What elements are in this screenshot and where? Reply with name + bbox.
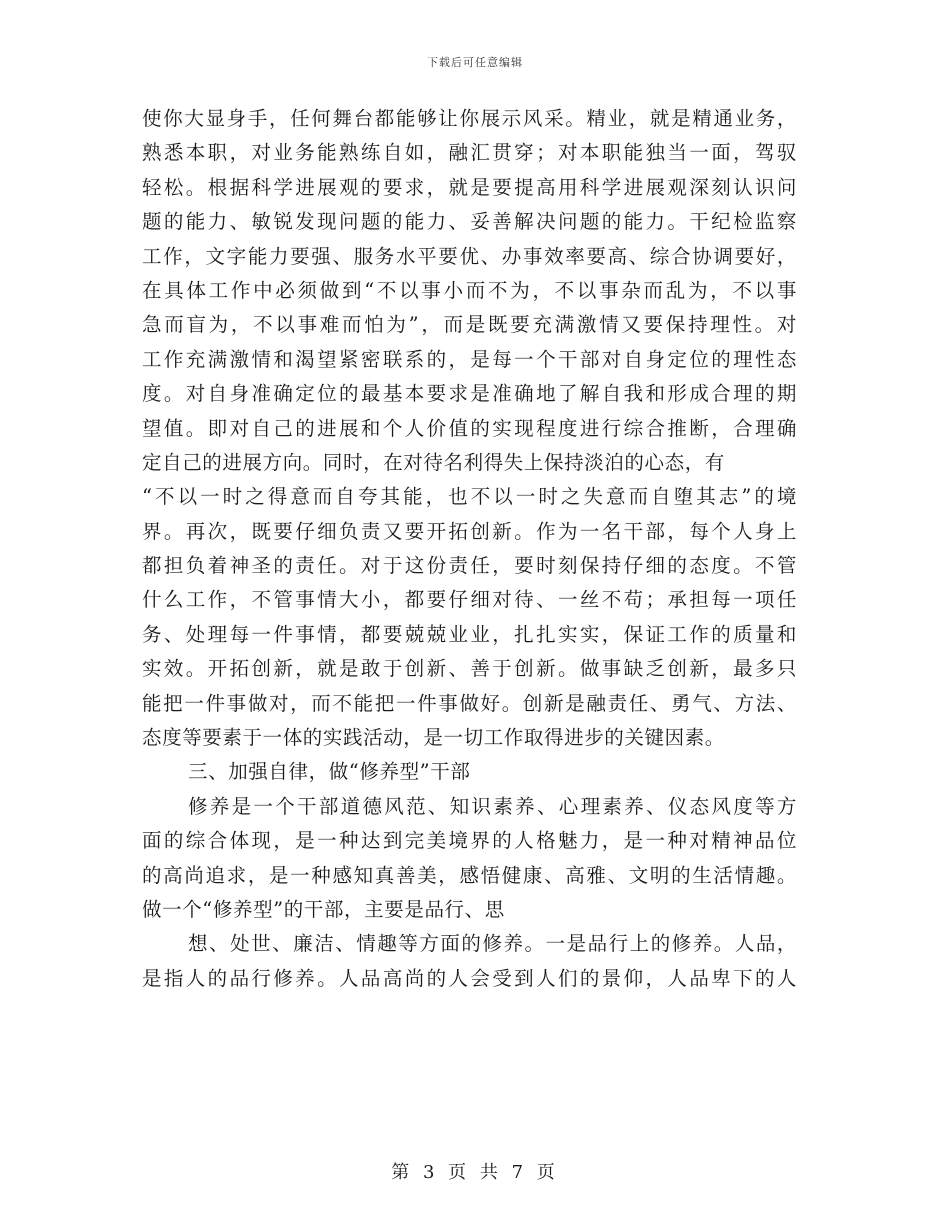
text-line: 态度等要素于一体的实践活动，是一切工作取得进步的关键因素。 xyxy=(142,726,725,750)
text-line: 熟悉本职，对业务能熟练自如，融汇贯穿；对本职能独当一面，驾驭 xyxy=(142,141,797,165)
text-line: 面的综合体现，是一种达到完美境界的人格魅力，是一种对精神品位 xyxy=(142,829,797,853)
text-line: 修养是一个干部道德风范、知识素养、心理素养、仪态风度等方 xyxy=(188,794,797,818)
text-line: 题的能力、敏锐发现问题的能力、妥善解决问题的能力。干纪检监察 xyxy=(142,210,797,234)
text-line: 做一个“修养型”的干部，主要是品行、思 xyxy=(142,897,505,921)
text-line: 的高尚追求，是一种感知真善美，感悟健康、高雅、文明的生活情趣。 xyxy=(142,863,797,887)
text-line: 是指人的品行修养。人品高尚的人会受到人们的景仰，人品卑下的人 xyxy=(142,966,797,990)
text-line: 想、处世、廉洁、情趣等方面的修养。一是品行上的修养。人品， xyxy=(188,932,797,956)
text-line: 定自己的进展方向。同时，在对待名利得失上保持淡泊的心态，有 xyxy=(142,450,725,474)
document-body xyxy=(142,102,797,996)
text-line: 工作，文字能力要强、服务水平要优、办事效率要高、综合协调要好， xyxy=(142,244,797,268)
text-line: 务、处理每一件事情，都要兢兢业业，扎扎实实，保证工作的质量和 xyxy=(142,622,797,646)
section-heading: 三、加强自律，做“修养型”干部 xyxy=(188,760,471,784)
text-line: 都担负着神圣的责任。对于这份责任，要时刻保持仔细的态度。不管 xyxy=(142,554,797,578)
text-line: “不以一时之得意而自夸其能，也不以一时之失意而自堕其志”的境 xyxy=(142,485,797,509)
text-line: 界。再次，既要仔细负责又要开拓创新。作为一名干部，每个人身上 xyxy=(142,519,797,543)
text-line: 轻松。根据科学进展观的要求，就是要提高用科学进展观深刻认识问 xyxy=(142,175,797,199)
text-line: 能把一件事做对，而不能把一件事做好。创新是融责任、勇气、方法、 xyxy=(142,691,797,715)
text-line: 望值。即对自己的进展和个人价值的实现程度进行综合推断，合理确 xyxy=(142,416,797,440)
text-line: 什么工作，不管事情大小，都要仔细对待、一丝不苟；承担每一项任 xyxy=(142,588,797,612)
text-line: 急而盲为，不以事难而怕为”，而是既要充满激情又要保持理性。对 xyxy=(142,313,797,337)
page-header-note: 下载后可任意编辑 xyxy=(427,56,523,69)
text-line: 使你大显身手，任何舞台都能够让你展示风采。精业，就是精通业务， xyxy=(142,107,797,130)
page-number: 第 3 页 共 7 页 xyxy=(391,1162,559,1183)
text-line: 在具体工作中必须做到“不以事小而不为，不以事杂而乱为，不以事 xyxy=(142,278,797,302)
text-line: 工作充满激情和渴望紧密联系的，是每一个干部对自身定位的理性态 xyxy=(142,347,797,371)
text-line: 实效。开拓创新，就是敢于创新、善于创新。做事缺乏创新，最多只 xyxy=(142,657,797,681)
text-line: 度。对自身准确定位的最基本要求是准确地了解自我和形成合理的期 xyxy=(142,382,797,406)
